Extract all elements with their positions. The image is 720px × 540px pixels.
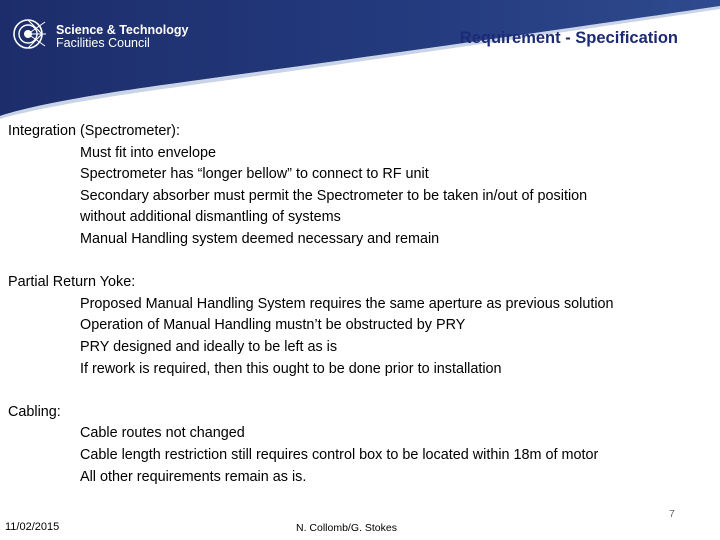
section-heading: Integration (Spectrometer): xyxy=(8,123,180,139)
footer-date: 11/02/2015 xyxy=(5,521,60,533)
stfc-logo-mark-icon xyxy=(12,16,48,52)
item-list xyxy=(8,423,708,488)
section-heading: Cabling: xyxy=(8,403,61,420)
logo-line-2: Facilities Council xyxy=(56,36,150,50)
slide-body xyxy=(8,121,708,488)
list-item: Must fit into envelope xyxy=(80,144,216,161)
list-item: All other requirements remain as is. xyxy=(80,468,307,485)
list-item: Operation of Manual Handling mustn’t be obstructed by PRY xyxy=(80,317,466,334)
list-item: If rework is required, then this ought to be done prior to installation xyxy=(80,360,502,377)
logo-line-1: Science & Technology xyxy=(56,23,189,37)
section-integration xyxy=(8,121,708,251)
list-item: Proposed Manual Handling System requires the same aperture as previous solution xyxy=(80,295,614,312)
list-item: Secondary absorber must permit the Spectrometer to be taken in/out of position xyxy=(80,187,588,204)
list-item: without additional dismantling of systems xyxy=(80,209,341,226)
list-item: Spectrometer has “longer bellow” to connect to RF unit xyxy=(80,166,429,183)
footer-author: N. Collomb/G. Stokes xyxy=(296,522,397,534)
section-partial-return-yoke xyxy=(8,272,708,380)
list-item: Cable length restriction still requires control box to be located within 18m of motor xyxy=(80,446,599,463)
slide-title: Requirement - Specification xyxy=(459,29,678,47)
section-heading: Partial Return Yoke: xyxy=(8,274,136,291)
list-item: Cable routes not changed xyxy=(80,425,245,442)
item-list xyxy=(8,294,708,380)
list-item: Manual Handling system deemed necessary and remain xyxy=(80,230,440,247)
list-item: PRY designed and ideally to be left as is xyxy=(80,338,338,355)
stfc-logo xyxy=(10,14,190,56)
section-cabling xyxy=(8,402,708,488)
item-list xyxy=(8,143,708,251)
page-number: 7 xyxy=(669,508,675,520)
